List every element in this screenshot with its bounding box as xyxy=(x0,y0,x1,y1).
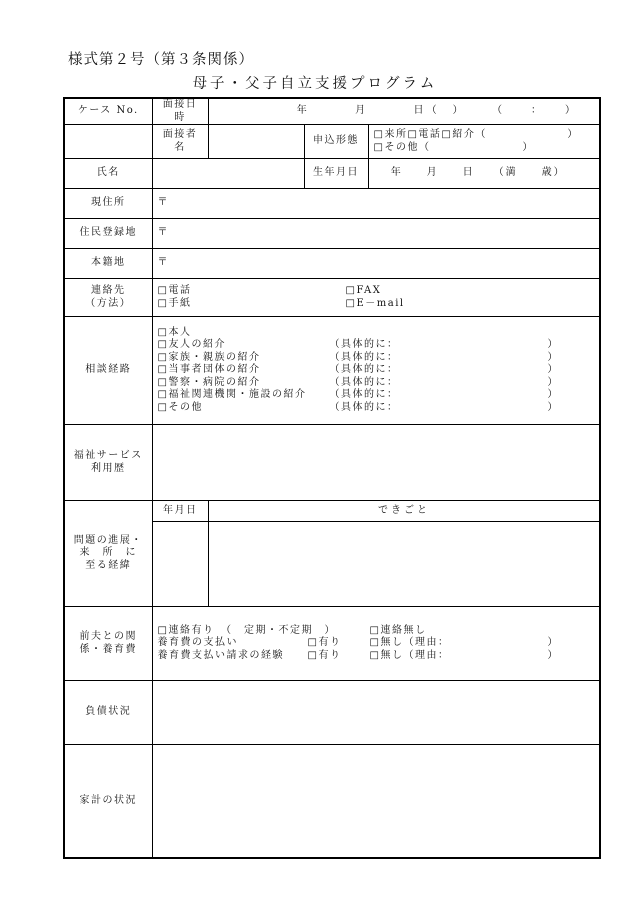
progress-date-header: 年月日 xyxy=(153,501,209,521)
form-number: 様式第２号（第３条関係） xyxy=(68,52,254,68)
claim-no-checkbox[interactable]: □無し（理由： xyxy=(369,649,450,661)
route-option[interactable] xyxy=(158,377,595,390)
interview-day-unit: 日 xyxy=(413,105,424,117)
route-checkbox-label: □警察・病院の紹介 xyxy=(157,376,261,388)
birthdate-label: 生年月日 xyxy=(304,159,368,189)
support-claim-label: 養育費支払い請求の経験 xyxy=(157,649,284,661)
route-close-paren: ） xyxy=(547,389,558,401)
application-type-field[interactable] xyxy=(368,125,600,159)
contact-email-checkbox[interactable]: □E－mail xyxy=(345,297,405,309)
route-detail: （具体的に： xyxy=(329,376,399,388)
ex-spouse-label-line1: 前夫との関 xyxy=(79,631,137,642)
application-type-options-2: □その他（ ） xyxy=(373,141,534,153)
consultation-route-label: 相談経路 xyxy=(64,317,152,425)
contact-no-checkbox[interactable]: □連絡無し xyxy=(369,624,427,636)
route-option[interactable] xyxy=(158,364,595,377)
name-field[interactable] xyxy=(152,159,304,189)
contact-method-label-line2: （方法） xyxy=(85,297,132,309)
postal-mark: 〒 xyxy=(157,197,168,209)
route-checkbox-label: □本人 xyxy=(157,326,192,338)
contact-method-label-line1: 連絡先 xyxy=(91,285,126,296)
route-checkbox-label: □家族・親族の紹介 xyxy=(157,351,261,363)
support-yes-checkbox[interactable]: □有り xyxy=(307,637,342,649)
route-option[interactable] xyxy=(158,327,595,340)
contact-letter-checkbox[interactable]: □手紙 xyxy=(157,297,192,309)
consultation-route-field[interactable] xyxy=(152,317,600,425)
contact-method-field[interactable] xyxy=(152,279,600,317)
interview-date-field[interactable] xyxy=(208,98,600,125)
progress-event-cell[interactable] xyxy=(209,521,600,606)
application-type-label: 申込形態 xyxy=(304,125,368,159)
route-detail: （具体的に： xyxy=(329,364,399,376)
intake-form-table xyxy=(63,97,601,859)
progress-label-line2: 来 所 に xyxy=(79,547,137,559)
route-close-paren: ） xyxy=(547,339,558,351)
consultation-route-list xyxy=(158,327,595,415)
case-no-field[interactable] xyxy=(64,125,152,159)
route-close-paren: ） xyxy=(547,376,558,388)
contact-yes-checkbox[interactable]: □連絡有り （ 定期・不定期 ） xyxy=(157,624,336,636)
progress-date-cell[interactable] xyxy=(153,521,209,606)
welfare-history-label-line2: 利用歴 xyxy=(91,462,126,474)
domicile-label: 本籍地 xyxy=(64,249,152,279)
postal-mark: 〒 xyxy=(157,257,168,269)
interview-month-unit: 月 xyxy=(355,105,366,117)
ex-spouse-label xyxy=(64,607,152,681)
application-type-options-1: □来所□電話□紹介（ ） xyxy=(373,129,579,140)
route-close-paren: ） xyxy=(547,364,558,376)
household-label: 家計の状況 xyxy=(64,745,152,859)
route-detail: （具体的に： xyxy=(329,351,399,363)
welfare-history-label-line1: 福祉サービス xyxy=(73,450,143,461)
birthdate-field[interactable] xyxy=(368,159,600,189)
route-close-paren: ） xyxy=(547,401,558,413)
current-address-label: 現住所 xyxy=(64,189,152,219)
interview-time: （ ： ） xyxy=(492,105,578,117)
contact-method-label xyxy=(64,279,152,317)
route-option[interactable] xyxy=(158,402,595,415)
debt-field[interactable] xyxy=(152,681,600,745)
household-field[interactable] xyxy=(152,745,600,859)
route-option[interactable] xyxy=(158,352,595,365)
progress-field xyxy=(152,501,600,607)
case-no-label: ケース No. xyxy=(64,98,152,125)
route-option[interactable] xyxy=(158,389,595,402)
resident-registration-label: 住民登録地 xyxy=(64,219,152,249)
claim-yes-checkbox[interactable]: □有り xyxy=(307,649,342,661)
support-no-checkbox[interactable]: □無し（理由： xyxy=(369,637,450,649)
progress-event-header: できごと xyxy=(209,501,600,521)
route-option[interactable] xyxy=(158,339,595,352)
progress-label-line3: 至る経緯 xyxy=(85,559,132,571)
current-address-field[interactable] xyxy=(152,189,600,219)
ex-spouse-label-line2: 係・養育費 xyxy=(79,643,137,655)
name-label: 氏名 xyxy=(64,159,152,189)
route-checkbox-label: □当事者団体の紹介 xyxy=(157,364,261,376)
route-detail: （具体的に： xyxy=(329,339,399,351)
contact-phone-checkbox[interactable]: □電話 xyxy=(157,285,192,296)
interview-year-unit: 年 xyxy=(296,105,307,117)
postal-mark: 〒 xyxy=(157,227,168,239)
support-payment-label: 養育費の支払い xyxy=(157,637,238,649)
form-title: 母子・父子自立支援プログラム xyxy=(192,76,438,92)
progress-subtable xyxy=(153,501,600,606)
route-checkbox-label: □その他 xyxy=(157,401,203,413)
welfare-history-label xyxy=(64,425,152,501)
interviewer-label: 面接者名 xyxy=(152,125,208,159)
debt-label: 負債状況 xyxy=(64,681,152,745)
route-detail: （具体的に： xyxy=(329,389,399,401)
interviewer-field[interactable] xyxy=(208,125,304,159)
interview-date-label: 面接日時 xyxy=(152,98,208,125)
interview-weekday: （ ） xyxy=(426,105,466,117)
progress-label-line1: 問題の進展・ xyxy=(73,534,143,546)
support-close-paren: ） xyxy=(547,637,558,649)
route-detail xyxy=(330,327,548,340)
ex-spouse-field[interactable] xyxy=(152,607,600,681)
domicile-field[interactable] xyxy=(152,249,600,279)
route-close-paren: ） xyxy=(547,351,558,363)
route-checkbox-label: □友人の紹介 xyxy=(157,339,226,351)
welfare-history-field[interactable] xyxy=(152,425,600,501)
claim-close-paren: ） xyxy=(547,649,558,661)
resident-registration-field[interactable] xyxy=(152,219,600,249)
contact-fax-checkbox[interactable]: □FAX xyxy=(345,285,382,296)
progress-label xyxy=(64,501,152,607)
route-detail: （具体的に： xyxy=(329,401,399,413)
route-checkbox-label: □福祉関連機関・施設の紹介 xyxy=(157,389,307,401)
birthdate-parts: 年 月 日 （満 歳） xyxy=(390,167,566,179)
